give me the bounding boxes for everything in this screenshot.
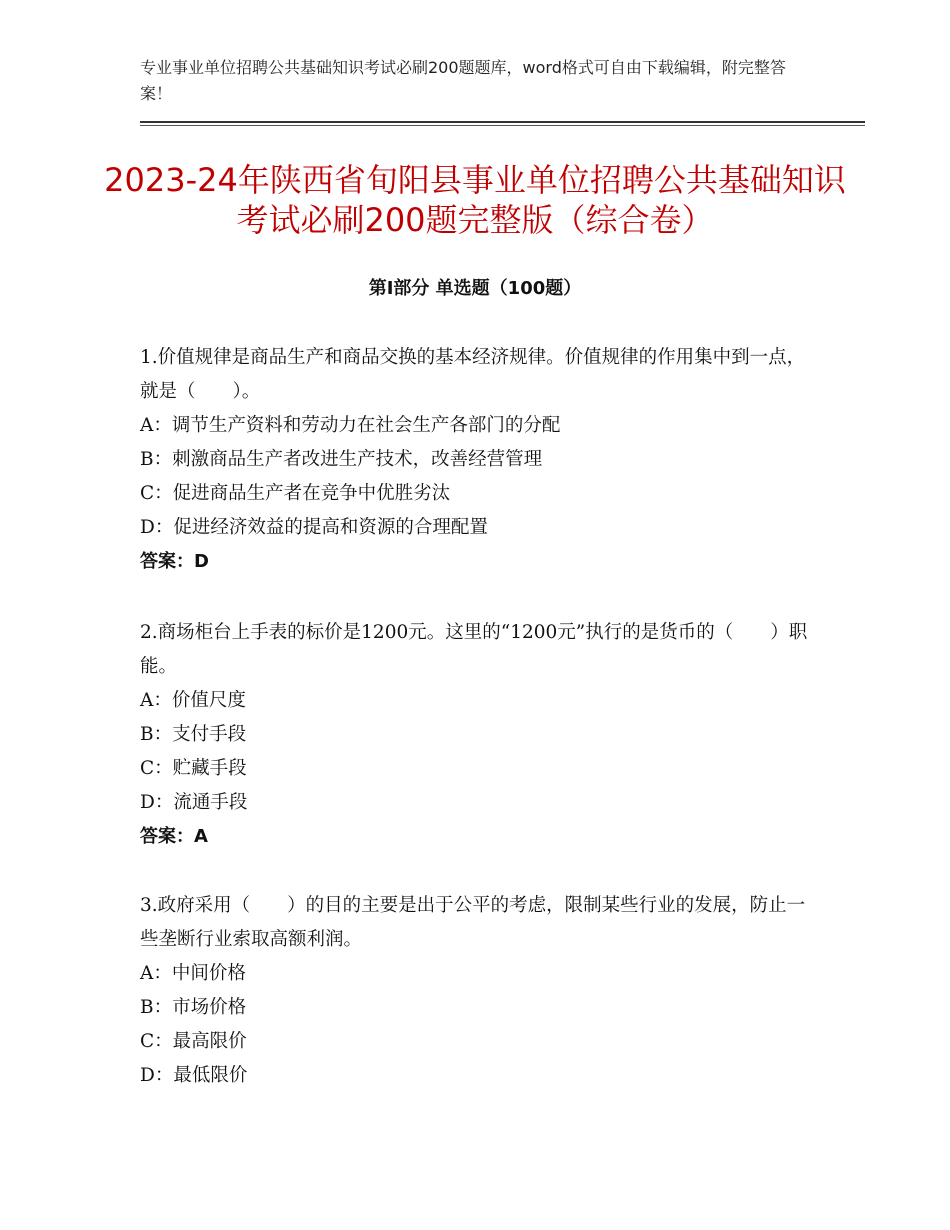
option-b: B：市场价格 — [140, 997, 247, 1018]
option-b: B：支付手段 — [140, 724, 247, 745]
option-d: D：促进经济效益的提高和资源的合理配置 — [140, 517, 488, 538]
document-title: 2023-24年陕西省旬阳县事业单位招聘公共基础知识考试必刷200题完整版（综合卷） — [104, 161, 846, 239]
question-2 — [140, 616, 810, 854]
option-d: D：流通手段 — [140, 792, 248, 813]
answer-text: 答案：D — [140, 551, 209, 572]
option-c: C：最高限价 — [140, 1031, 247, 1052]
option-a: A：中间价格 — [140, 963, 246, 984]
option-b: B：刺激商品生产者改进生产技术，改善经营管理 — [140, 449, 543, 470]
option-c: C：促进商品生产者在竞争中优胜劣汰 — [140, 483, 451, 504]
option-d: D：最低限价 — [140, 1065, 248, 1086]
question-stem: 2.商场柜台上手表的标价是1200元。这里的“1200元”执行的是货币的（ ）职能。 — [140, 622, 808, 677]
header-note: 专业事业单位招聘公共基础知识考试必刷200题题库，word格式可自由下载编辑，附完整答案！ — [140, 58, 786, 103]
question-1 — [140, 341, 810, 579]
option-c: C：贮藏手段 — [140, 758, 247, 779]
answer-text: 答案：A — [140, 826, 208, 847]
question-3 — [140, 889, 810, 1093]
option-a: A：调节生产资料和劳动力在社会生产各部门的分配 — [140, 415, 561, 436]
header-rule-thin — [140, 125, 865, 126]
question-stem: 1.价值规律是商品生产和商品交换的基本经济规律。价值规律的作用集中到一点，就是（ ）。 — [140, 347, 806, 402]
header-rule-thick — [140, 121, 865, 123]
question-stem: 3.政府采用（ ）的目的主要是出于公平的考虑，限制某些行业的发展，防止一些垄断行业索取高额利润。 — [140, 895, 806, 950]
option-a: A：价值尺度 — [140, 690, 246, 711]
section-title: 第Ⅰ部分 单选题（100题） — [368, 278, 582, 299]
